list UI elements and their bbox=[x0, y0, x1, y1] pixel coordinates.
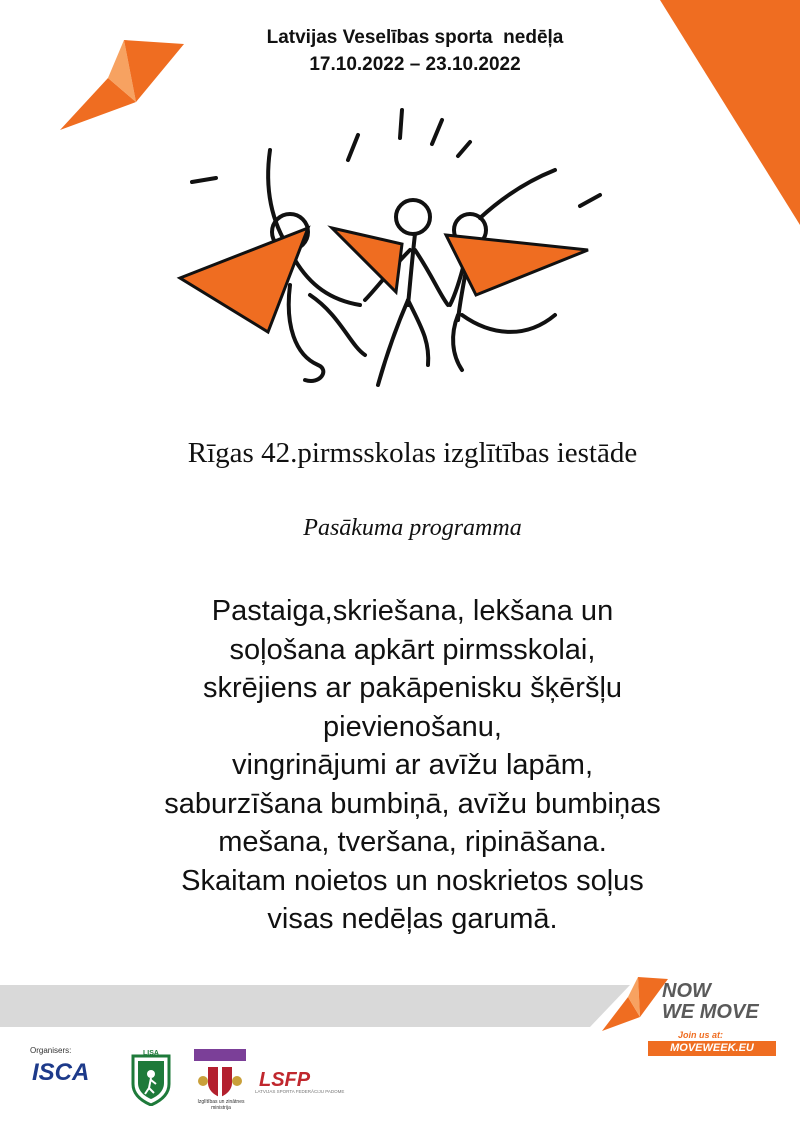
activity-line: skrējiens ar pakāpenisku šķēršļu bbox=[202, 672, 623, 704]
ministry-caption: Izglītības un zinātnes ministrija bbox=[197, 1099, 245, 1111]
activity-line: mešana, tveršana, ripināšana. bbox=[218, 826, 607, 858]
we-move-label: WE MOVE bbox=[662, 1001, 759, 1023]
program-heading: Pasākuma programma bbox=[303, 515, 522, 541]
school-name: Rīgas 42.pirmsskolas izglītības iestāde bbox=[187, 437, 638, 469]
moveweek-arrow-logo bbox=[56, 40, 186, 135]
join-us-label: Join us at: bbox=[678, 1030, 724, 1040]
event-title: Latvijas Veselības sporta nedēļa bbox=[266, 27, 564, 48]
lsfp-logo-text: LSFP bbox=[259, 1069, 311, 1090]
activity-line: visas nedēļas garumā. bbox=[267, 903, 558, 935]
now-label: NOW bbox=[662, 980, 711, 1002]
ministry-logo bbox=[190, 1049, 250, 1099]
isca-logo bbox=[30, 1060, 120, 1082]
organisers-label: Organisers: bbox=[30, 1046, 72, 1055]
lisa-logo-text: LISA bbox=[143, 1050, 159, 1057]
activities-list bbox=[0, 592, 800, 939]
moveweek-url-badge: MOVEWEEK.EU bbox=[648, 1041, 776, 1056]
activity-line: Skaitam noietos un noskrietos soļus bbox=[181, 864, 644, 897]
activity-line: saburzīšana bumbiņā, avīžu bumbiņas bbox=[164, 787, 661, 820]
lsfp-logo bbox=[257, 1068, 337, 1090]
activity-line: Pastaiga,skriešana, lekšana un bbox=[211, 595, 614, 627]
dancing-figures-illustration bbox=[170, 100, 610, 410]
footer-grey-band bbox=[0, 985, 630, 1027]
activity-line: pievienošanu, bbox=[323, 710, 502, 743]
isca-logo-text: ISCA bbox=[32, 1060, 90, 1082]
lsfp-caption: LATVIJAS SPORTA FEDERĀCIJU PADOME bbox=[255, 1089, 345, 1094]
event-header bbox=[170, 24, 660, 78]
lisa-logo bbox=[130, 1048, 172, 1106]
corner-triangle-decoration bbox=[660, 0, 800, 225]
event-dates: 17.10.2022 – 23.10.2022 bbox=[309, 54, 521, 75]
activity-line: vingrinājumi ar avīžu lapām, bbox=[231, 749, 594, 781]
activity-line: soļošana apkārt pirmsskolai, bbox=[229, 633, 596, 666]
